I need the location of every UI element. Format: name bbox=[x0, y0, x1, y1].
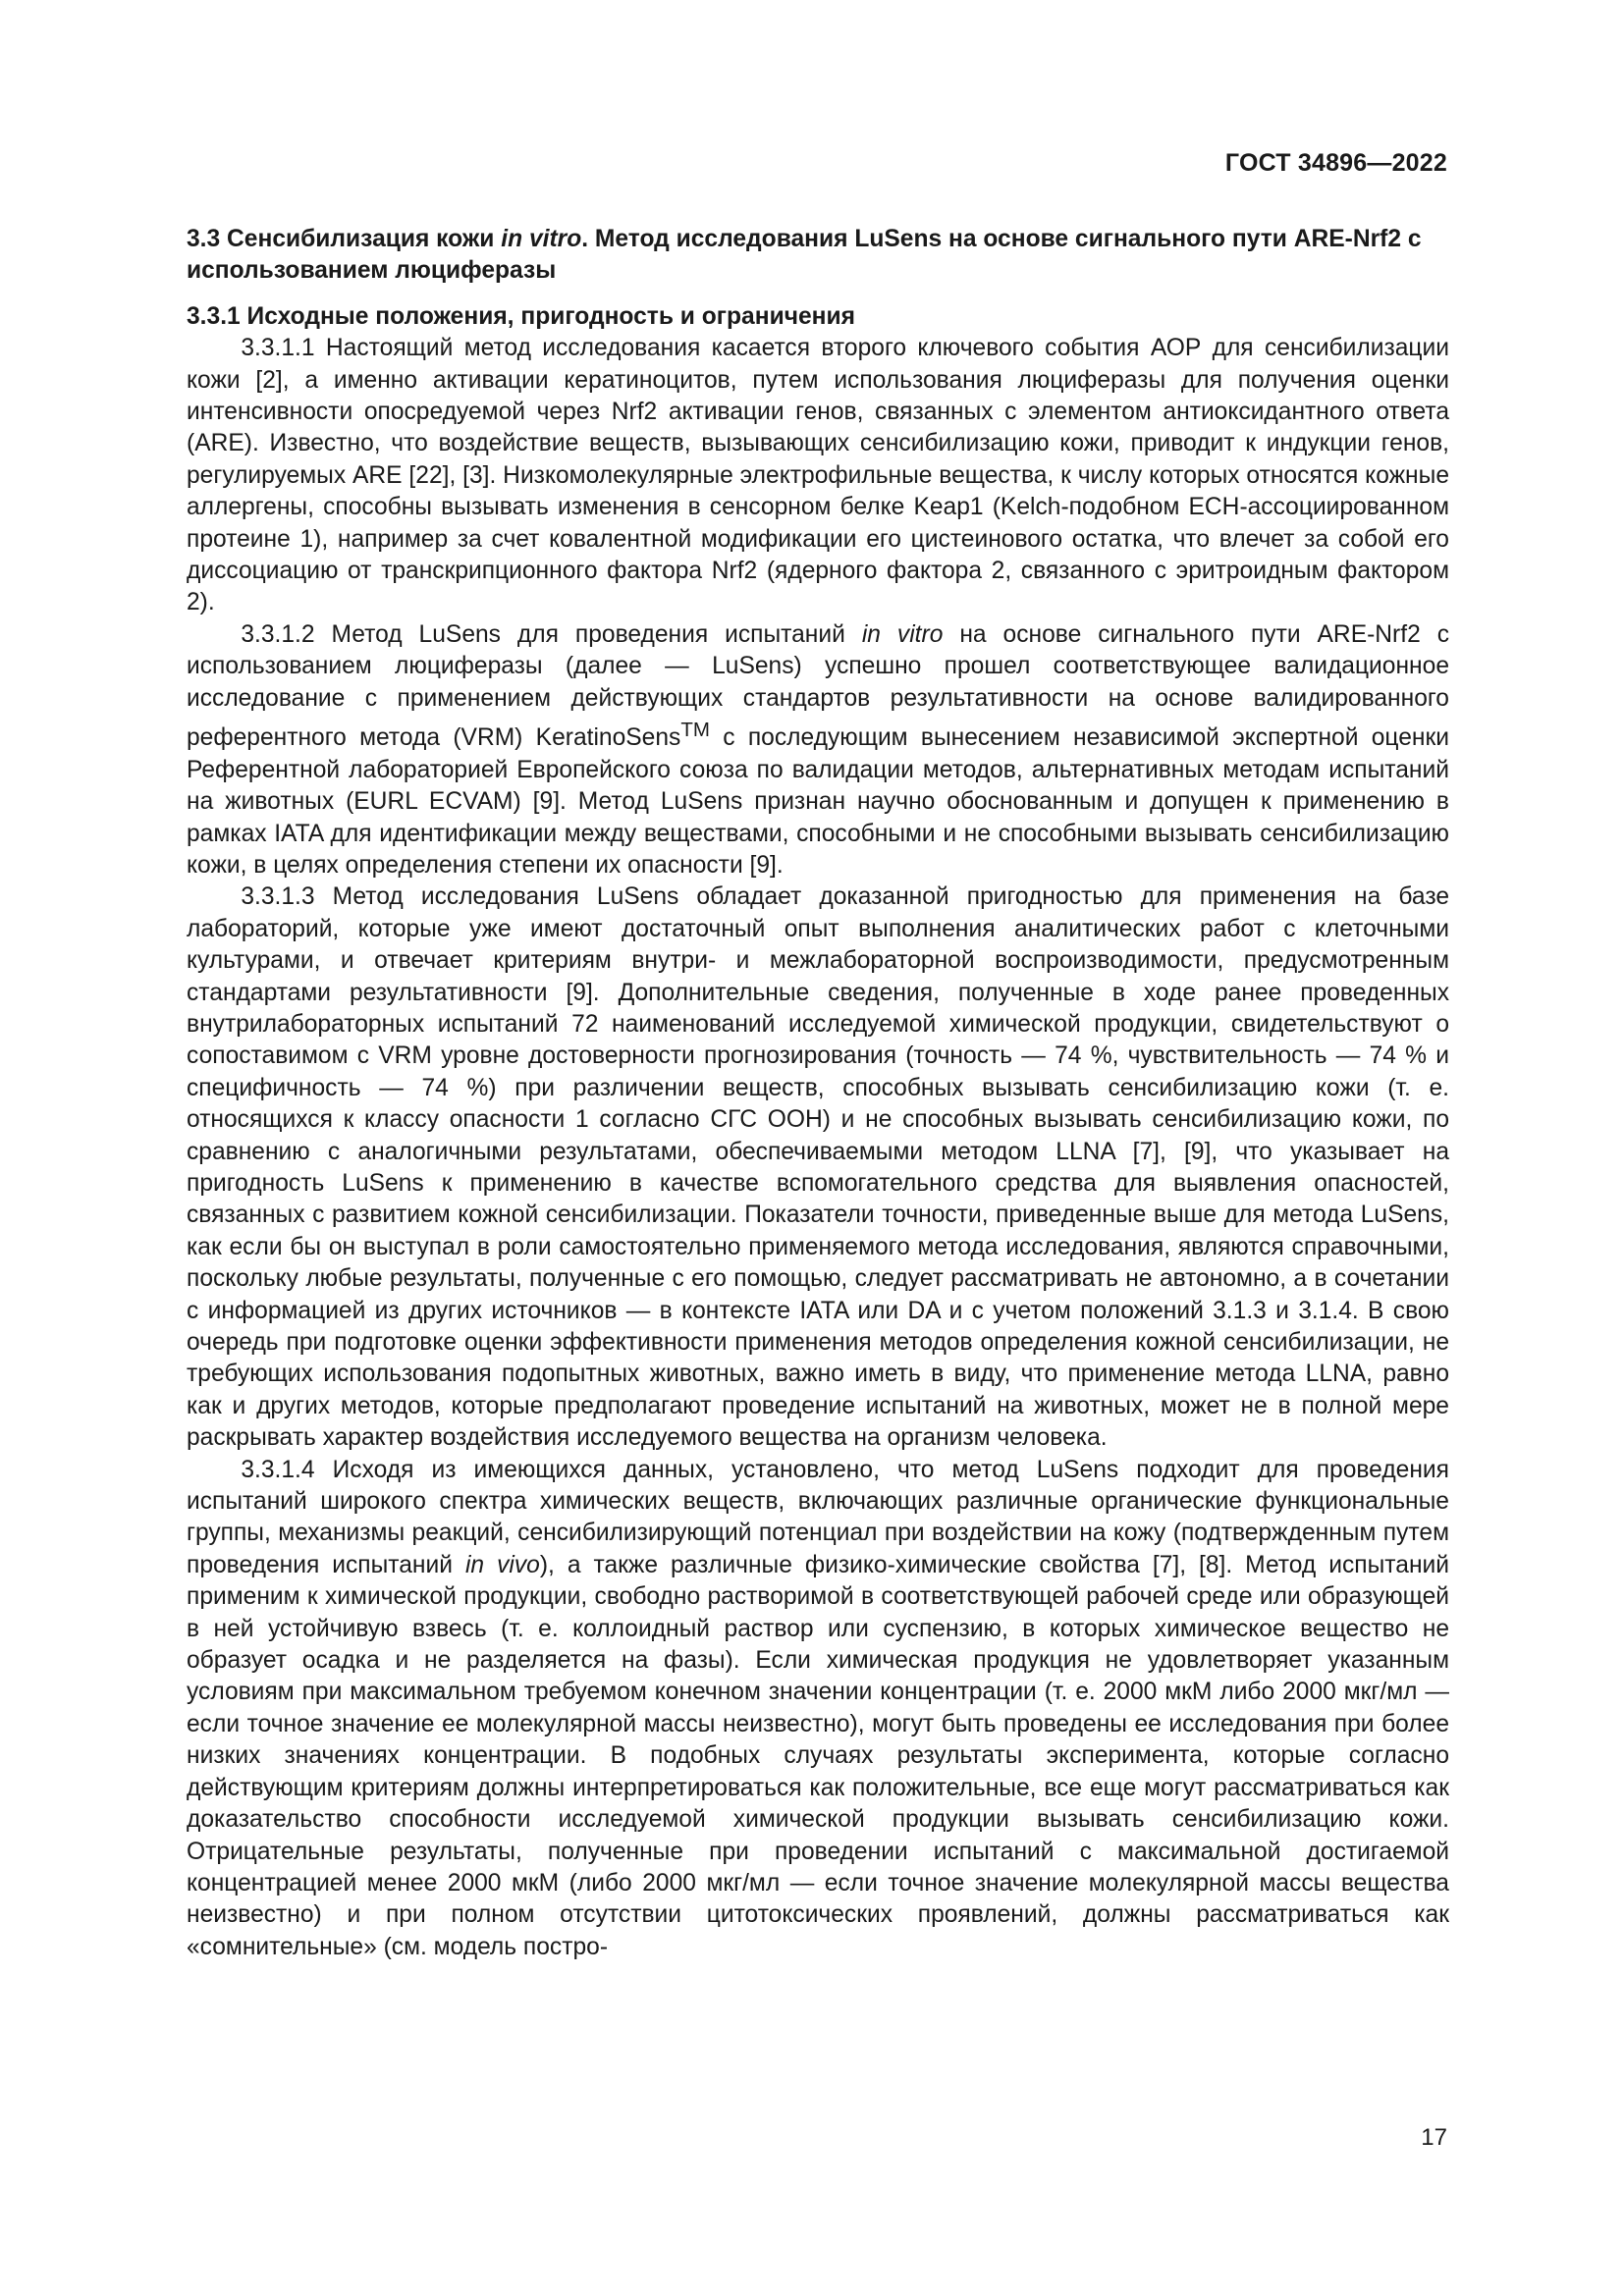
trademark-superscript: TM bbox=[680, 719, 710, 742]
document-id-header: ГОСТ 34896—2022 bbox=[1224, 149, 1447, 177]
paragraph-3-3-1-2-part-a: 3.3.1.2 Метод LuSens для проведения испытаний bbox=[241, 620, 862, 648]
paragraph-3-3-1-4-part-a: 3.3.1.4 Исходя из имеющихся данных, установлено, что метод LuSens подходит для проведения испытаний широкого спектра химических веществ, включающих различные органические функциональные группы, механизмы реакций, сенсибилизирующий потенциал при воздействии на кожу (подтвержденным путем проведения испытаний bbox=[187, 1456, 1449, 1578]
paragraph-3-3-1-4 bbox=[187, 1455, 1449, 1964]
paragraph-3-3-1-2 bbox=[187, 619, 1449, 881]
page-number: 17 bbox=[1421, 2124, 1447, 2151]
section-title-part2: . Метод исследования LuSens на основе сигнального пути ARE-Nrf2 с использованием люциферазы bbox=[187, 226, 1422, 285]
paragraph-3-3-1-2-part-c: с последующим вынесением независимой экспертной оценки Референтной лабораторией Европейского союза по валидации методов, альтернативных методам испытаний на животных (EURL ECVAM) [9]. Метод LuSens признан научно обоснованным и допущен к применению в рамках IATA для идентификации между веществами, способными и не способными вызывать сенсибилизацию кожи, в целях определения степени их опасности [9]. bbox=[187, 724, 1450, 879]
paragraph-3-3-1-3: 3.3.1.3 Метод исследования LuSens обладает доказанной пригодностью для применения на базе лабораторий, которые уже имеют достаточный опыт выполнения аналитических работ с клеточными культурами, и отвечает критериям внутри- и межлабораторной воспроизводимости, предусмотренным стандартами результативности [9]. Дополнительные сведения, полученные в ходе ранее проведенных внутрилабораторных испытаний 72 наименований исследуемой химической продукции, свидетельствуют о сопоставимом с VRM уровне достоверности прогнозирования (точность — 74 %, чувствительность — 74 % и специфичность — 74 %) при различении веществ, способных вызывать сенсибилизацию кожи (т. е. относящихся к классу опасности 1 согласно СГС ООН) и не способных вызывать сенсибилизацию кожи, по сравнению с аналогичными результатами, обеспечиваемыми методом LLNA [7], [9], что указывает на пригодность LuSens к применению в качестве вспомогательного средства для выявления опасностей, связанных с развитием кожной сенсибилизации. Показатели точности, приведенные выше для метода LuSens, как если бы он выступал в роли самостоятельно применяемого метода исследования, являются справочными, поскольку любые результаты, полученные с его помощью, следует рассматривать не автономно, а в сочетании с информацией из других источников — в контексте IATA или DA и с учетом положений 3.1.3 и 3.1.4. В свою очередь при подготовке оценки эффективности применения методов определения кожной сенсибилизации, не требующих использования подопытных животных, важно иметь в виду, что применение метода LLNA, равно как и других методов, которые предполагают проведение испытаний на животных, может не в полной мере раскрывать характер воздействия исследуемого вещества на организм человека. bbox=[187, 883, 1449, 1452]
section-title bbox=[187, 224, 1449, 288]
paragraph-3-3-1-2-part-b: на основе сигнального пути ARE-Nrf2 с использованием люциферазы (далее — LuSens) успешно прошел соответствующее валидационное исследование с применением действующих стандартов результативности на основе валидированного референтного метода (VRM) KeratinoSens bbox=[187, 620, 1449, 752]
page-content bbox=[187, 224, 1449, 1963]
subsection-title: 3.3.1 Исходные положения, пригодность и ограничения bbox=[187, 302, 855, 330]
section-title-italic: in vitro bbox=[501, 226, 582, 252]
paragraph-3-3-1-4-part-b: ), а также различные физико-химические свойства [7], [8]. Метод испытаний применим к химической продукции, свободно растворимой в соответствующей рабочей среде или образующей в ней устойчивую взвесь (т. е. коллоидный раствор или суспензию, в которых химическое вещество не образует осадка и не разделяется на фазы). Если химическая продукция не удовлетворяет указанным условиям при максимальном требуемом конечном значении концентрации (т. е. 2000 мкМ либо 2000 мкг/мл — если точное значение ее молекулярной массы неизвестно), могут быть проведены ее исследования при более низких значениях концентрации. В подобных случаях результаты эксперимента, которые согласно действующим критериям должны интерпретироваться как положительные, все еще могут рассматриваться как доказательство способности исследуемой химической продукции вызывать сенсибилизацию кожи. Отрицательные результаты, полученные при проведении испытаний с максимальной достигаемой концентрацией менее 2000 мкМ (либо 2000 мкг/мл — если точное значение молекулярной массы вещества неизвестно) и при полном отсутствии цитотоксических проявлений, должны рассматриваться как «сомнительные» (см. модель постро- bbox=[187, 1551, 1449, 1960]
paragraph-3-3-1-1: 3.3.1.1 Настоящий метод исследования касается второго ключевого события АОР для сенсибилизации кожи [2], а именно активации кератиноцитов, путем использования люциферазы для получения оценки интенсивности опосредуемой через Nrf2 активации генов, связанных с элементом антиоксидантного ответа (ARE). Известно, что воздействие веществ, вызывающих сенсибилизацию кожи, приводит к индукции генов, регулируемых ARE [22], [3]. Низкомолекулярные электрофильные вещества, к числу которых относятся кожные аллергены, способны вызывать изменения в сенсорном белке Keap1 (Kelch-подобном ECH-ассоциированном протеине 1), например за счет ковалентной модификации его цистеинового остатка, что влечет за собой его диссоциацию от транскрипционного фактора Nrf2 (ядерного фактора 2, связанного с эритроидным фактором 2). bbox=[187, 335, 1449, 616]
paragraph-3-3-1-4-italic: in vivo bbox=[464, 1551, 540, 1578]
paragraph-3-3-1-2-italic: in vitro bbox=[861, 620, 944, 648]
section-title-part1: 3.3 Сенсибилизация кожи bbox=[187, 226, 502, 252]
